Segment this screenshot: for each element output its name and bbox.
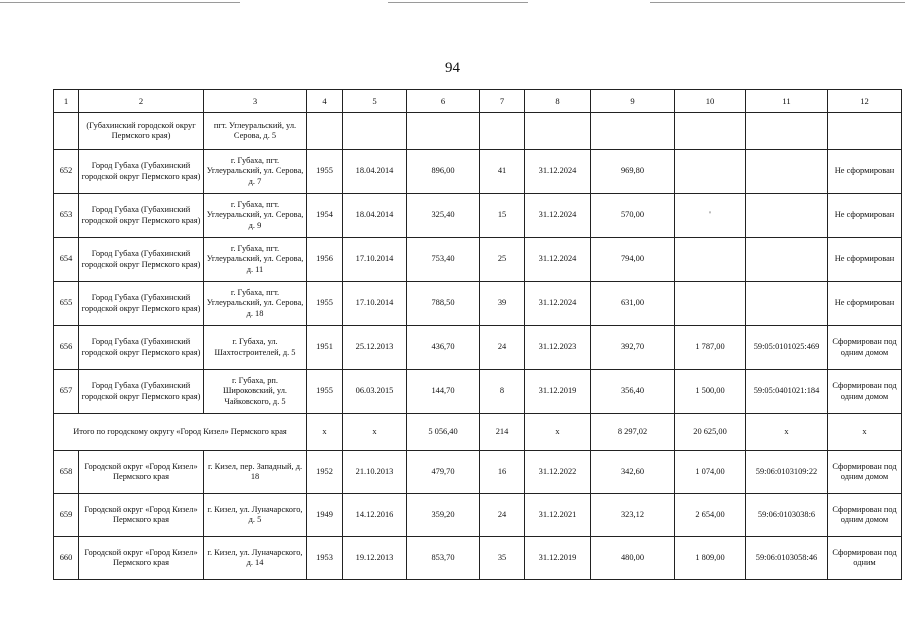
cell-col10: 1 809,00	[675, 537, 746, 580]
cell-address: г. Губаха, пгт. Углеуральский, ул. Серова, д. 18	[204, 282, 307, 326]
cell-year: 1955	[307, 370, 343, 414]
cell-area: 896,00	[407, 150, 480, 194]
cell-date: 17.10.2014	[343, 238, 407, 282]
cell-area: 753,40	[407, 238, 480, 282]
cell-address: г. Губаха, пгт. Углеуральский, ул. Серова, д. 11	[204, 238, 307, 282]
cell-municipality: Город Губаха (Губахинский городской округ Пермского края)	[79, 194, 204, 238]
table-row	[54, 494, 902, 537]
cell-date: 25.12.2013	[343, 326, 407, 370]
total-label: Итого по городскому округу «Город Кизел» Пермского края	[54, 414, 307, 451]
cell-col9: 480,00	[591, 537, 675, 580]
cell-municipality: Город Губаха (Губахинский городской округ Пермского края)	[79, 150, 204, 194]
col-header-4: 4	[307, 90, 343, 113]
total-row	[54, 414, 902, 451]
cell-date: 21.10.2013	[343, 451, 407, 494]
cell-municipality: Город Губаха (Губахинский городской округ Пермского края)	[79, 370, 204, 414]
cell-municipality: Город Губаха (Губахинский городской округ Пермского края)	[79, 282, 204, 326]
cell-address: г. Кизел, ул. Луначарского, д. 14	[204, 537, 307, 580]
cell-col10: 1 500,00	[675, 370, 746, 414]
col-header-9: 9	[591, 90, 675, 113]
cell-deadline: 31.12.2024	[525, 150, 591, 194]
cell-col9: 323,12	[591, 494, 675, 537]
cell-cadastral-number	[746, 282, 828, 326]
cell-cadastral-number: 59:06:0103058:46	[746, 537, 828, 580]
cell-cadastral-number: 59:06:0103109:22	[746, 451, 828, 494]
cell-number: 653	[54, 194, 79, 238]
cell-col9: 631,00	[591, 282, 675, 326]
cell-col9: 356,40	[591, 370, 675, 414]
col-header-1: 1	[54, 90, 79, 113]
cell-land-status: Не сформирован	[828, 150, 902, 194]
cell-col10	[675, 150, 746, 194]
col-header-5: 5	[343, 90, 407, 113]
cell-residents: 16	[480, 451, 525, 494]
cell-residents: 35	[480, 537, 525, 580]
cell-date: 14.12.2016	[343, 494, 407, 537]
cell-year: 1956	[307, 238, 343, 282]
cell-col9: 342,60	[591, 451, 675, 494]
cell-year: 1955	[307, 282, 343, 326]
col-header-6: 6	[407, 90, 480, 113]
cell-deadline: 31.12.2023	[525, 326, 591, 370]
cell-land-status: Сформирован под одним	[828, 537, 902, 580]
cell-address: г. Губаха, пгт. Углеуральский, ул. Серова, д. 7	[204, 150, 307, 194]
total-cell: х	[746, 414, 828, 451]
cell-cadastral-number: 59:05:0101025:469	[746, 326, 828, 370]
cell-col10	[675, 282, 746, 326]
col-header-2: 2	[79, 90, 204, 113]
cell-area: 436,70	[407, 326, 480, 370]
cell-number: 660	[54, 537, 79, 580]
cell-address: пгт. Углеуральский, ул. Серова, д. 5	[204, 113, 307, 150]
cell-area: 853,70	[407, 537, 480, 580]
cell-deadline: 31.12.2021	[525, 494, 591, 537]
cell-municipality: Городской округ «Город Кизел» Пермского края	[79, 451, 204, 494]
cell-col10: '	[675, 194, 746, 238]
cell-deadline: 31.12.2019	[525, 370, 591, 414]
cell-residents: 8	[480, 370, 525, 414]
page-number: 94	[445, 60, 460, 76]
cell-land-status: Сформирован под одним домом	[828, 370, 902, 414]
cell-col10: 2 654,00	[675, 494, 746, 537]
cell-land-status: Сформирован под одним домом	[828, 326, 902, 370]
cell-number: 659	[54, 494, 79, 537]
total-cell: х	[307, 414, 343, 451]
cell-number: 652	[54, 150, 79, 194]
cell-deadline: 31.12.2024	[525, 194, 591, 238]
cell-year: 1955	[307, 150, 343, 194]
cell-land-status: Не сформирован	[828, 282, 902, 326]
table-row	[54, 238, 902, 282]
top-rule-left	[0, 2, 240, 3]
table-body	[54, 113, 902, 580]
col-header-8: 8	[525, 90, 591, 113]
housing-register-table	[53, 89, 902, 580]
cell-year: 1953	[307, 537, 343, 580]
cell-date: 19.12.2013	[343, 537, 407, 580]
cell-deadline: 31.12.2022	[525, 451, 591, 494]
cell-area: 325,40	[407, 194, 480, 238]
cell-col9: 969,80	[591, 150, 675, 194]
cell-number	[54, 113, 79, 150]
cell-municipality: (Губахинский городской округ Пермского края)	[79, 113, 204, 150]
cell-date: 18.04.2014	[343, 194, 407, 238]
cell-area: 144,70	[407, 370, 480, 414]
cell-year: 1954	[307, 194, 343, 238]
cell-date: 17.10.2014	[343, 282, 407, 326]
cell-number: 655	[54, 282, 79, 326]
cell-deadline: 31.12.2024	[525, 238, 591, 282]
col-header-3: 3	[204, 90, 307, 113]
cell-address: г. Кизел, ул. Луначарского, д. 5	[204, 494, 307, 537]
total-cell: 8 297,02	[591, 414, 675, 451]
cell-deadline: 31.12.2024	[525, 282, 591, 326]
cell-col10: 1 074,00	[675, 451, 746, 494]
cell-col9: 794,00	[591, 238, 675, 282]
cell-residents: 24	[480, 494, 525, 537]
top-rule-right	[650, 2, 905, 3]
table-row	[54, 326, 902, 370]
col-header-7: 7	[480, 90, 525, 113]
cell-number: 658	[54, 451, 79, 494]
cell-municipality: Город Губаха (Губахинский городской округ Пермского края)	[79, 326, 204, 370]
cell-year: 1951	[307, 326, 343, 370]
cell-number: 656	[54, 326, 79, 370]
table-row	[54, 370, 902, 414]
cell-cadastral-number	[746, 194, 828, 238]
cell-date: 18.04.2014	[343, 150, 407, 194]
cell-residents: 15	[480, 194, 525, 238]
cell-col9: 570,00	[591, 194, 675, 238]
cell-land-status: Сформирован под одним домом	[828, 494, 902, 537]
total-cell: 20 625,00	[675, 414, 746, 451]
cell-cadastral-number: 59:06:0103038:6	[746, 494, 828, 537]
cell-area: 359,20	[407, 494, 480, 537]
continuation-row	[54, 113, 902, 150]
cell-col9: 392,70	[591, 326, 675, 370]
cell-address: г. Кизел, пер. Западный, д. 18	[204, 451, 307, 494]
col-header-10: 10	[675, 90, 746, 113]
cell-municipality: Городской округ «Город Кизел» Пермского края	[79, 537, 204, 580]
table-row	[54, 537, 902, 580]
cell-residents: 41	[480, 150, 525, 194]
cell-municipality: Город Губаха (Губахинский городской округ Пермского края)	[79, 238, 204, 282]
cell-cadastral-number	[746, 238, 828, 282]
table-row	[54, 150, 902, 194]
col-header-11: 11	[746, 90, 828, 113]
cell-address: г. Губаха, пгт. Углеуральский, ул. Серова, д. 9	[204, 194, 307, 238]
cell-address: г. Губаха, ул. Шахтостроителей, д. 5	[204, 326, 307, 370]
cell-cadastral-number	[746, 150, 828, 194]
cell-area: 479,70	[407, 451, 480, 494]
cell-address: г. Губаха, рп. Широковский, ул. Чайковского, д. 5	[204, 370, 307, 414]
cell-col10	[675, 238, 746, 282]
total-cell: х	[828, 414, 902, 451]
column-number-row	[54, 90, 902, 113]
cell-number: 657	[54, 370, 79, 414]
cell-year: 1949	[307, 494, 343, 537]
table-row	[54, 194, 902, 238]
total-cell: х	[343, 414, 407, 451]
cell-area: 788,50	[407, 282, 480, 326]
total-cell: х	[525, 414, 591, 451]
table-row	[54, 451, 902, 494]
cell-date: 06.03.2015	[343, 370, 407, 414]
cell-land-status: Не сформирован	[828, 194, 902, 238]
top-rule-middle	[388, 2, 528, 3]
cell-residents: 39	[480, 282, 525, 326]
table-row	[54, 282, 902, 326]
col-header-12: 12	[828, 90, 902, 113]
cell-residents: 24	[480, 326, 525, 370]
cell-land-status: Не сформирован	[828, 238, 902, 282]
cell-col10: 1 787,00	[675, 326, 746, 370]
cell-year: 1952	[307, 451, 343, 494]
cell-cadastral-number: 59:05:0401021:184	[746, 370, 828, 414]
cell-residents: 25	[480, 238, 525, 282]
total-cell: 5 056,40	[407, 414, 480, 451]
total-cell: 214	[480, 414, 525, 451]
cell-municipality: Городской округ «Город Кизел» Пермского края	[79, 494, 204, 537]
cell-deadline: 31.12.2019	[525, 537, 591, 580]
cell-land-status: Сформирован под одним домом	[828, 451, 902, 494]
cell-number: 654	[54, 238, 79, 282]
